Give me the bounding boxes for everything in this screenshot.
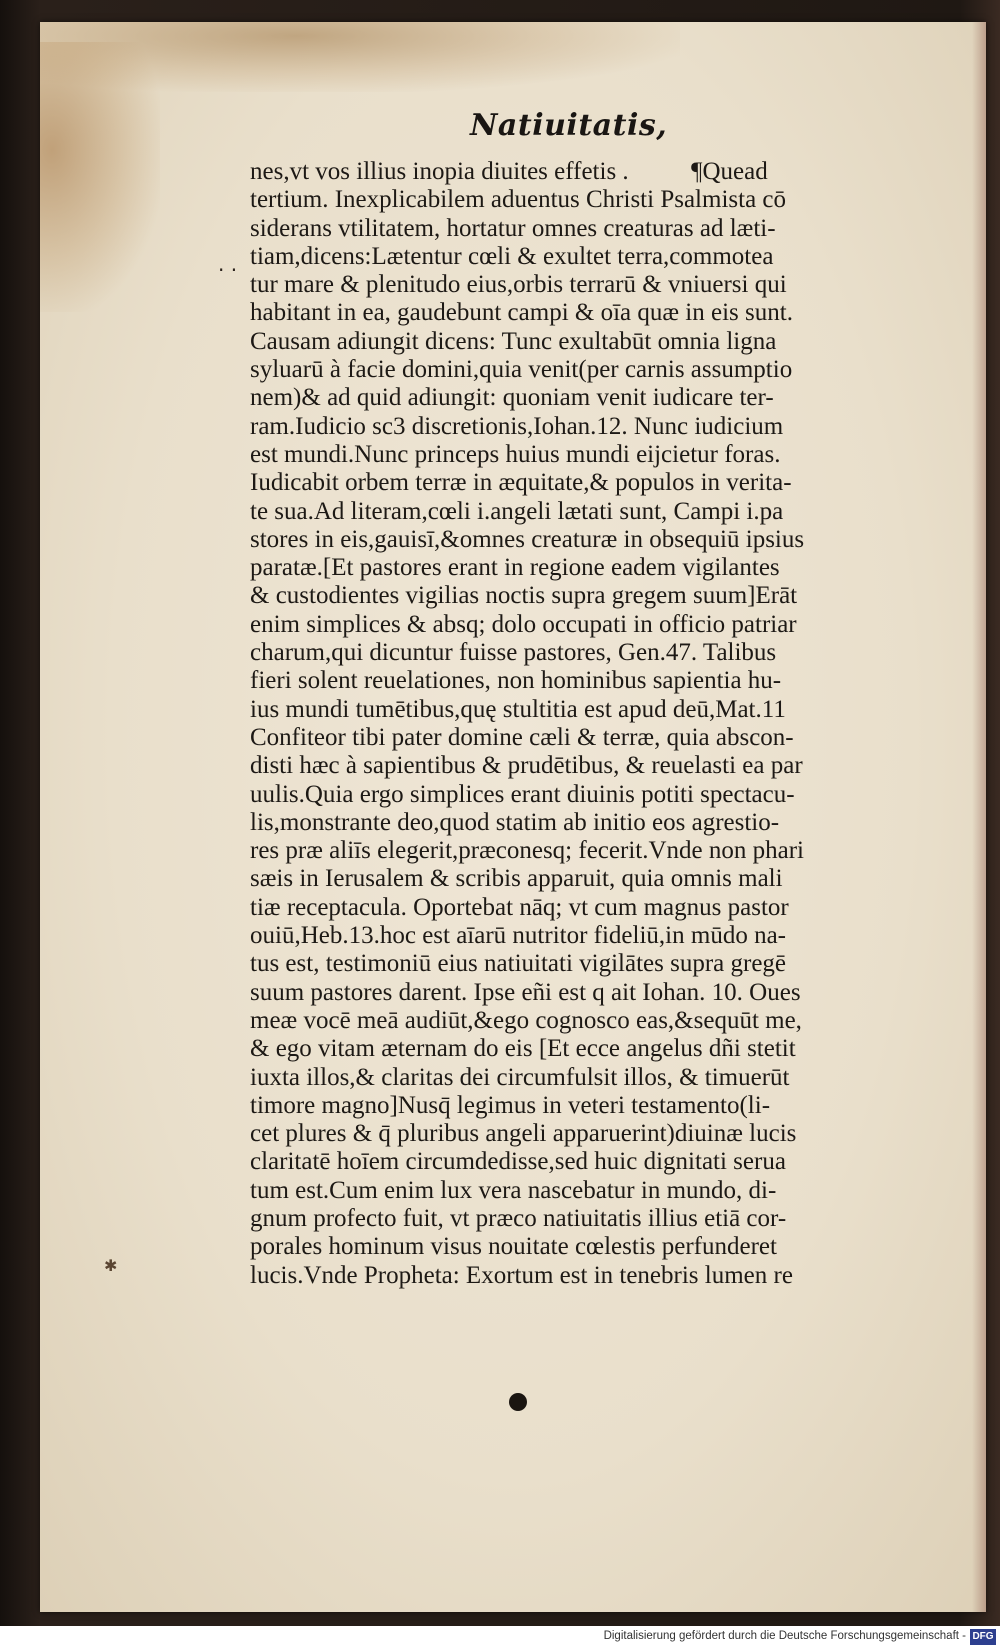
- text-line: tur mare & plenitudo eius,orbis terrarū & vniuersi qui: [250, 271, 787, 299]
- text-line: paratæ.[Et pastores erant in regione eadem vigilantes: [250, 554, 780, 582]
- body-text: [250, 158, 930, 1290]
- text-line: nes,vt vos illius inopia diuites effetis . ¶Quead: [250, 158, 768, 185]
- text-line: syluarū à facie domini,quia venit(per carnis assumptio: [250, 356, 793, 384]
- text-line: Confiteor tibi pater domine cæli & terræ, quia abscon-: [250, 723, 794, 751]
- running-head: Natiuitatis,: [470, 108, 668, 143]
- text-line: lucis.Vnde Propheta: Exortum est in tenebris lumen re: [250, 1261, 793, 1289]
- ornament-dot: [509, 1393, 527, 1411]
- text-line: tiam,dicens:Lætentur cœli & exultet terra,commotea: [250, 242, 774, 270]
- page-edge-shadow: [972, 22, 986, 1612]
- text-line: uulis.Quia ergo simplices erant diuinis potiti spectacu-: [250, 780, 795, 808]
- text-line: iuxta illos,& claritas dei circumfulsit illos, & timuerūt: [250, 1063, 790, 1091]
- text-line: res præ aliīs elegerit,præconesq; fecerit.Vnde non phari: [250, 837, 804, 865]
- text-line: tertium. Inexplicabilem aduentus Christi Psalmista cō: [250, 186, 787, 214]
- text-line: enim simplices & absq; dolo occupati in officio patriar: [250, 610, 797, 638]
- text-line: & custodientes vigilias noctis supra gregem suum]Erāt: [250, 582, 798, 610]
- text-line: claritatē hoīem circumdedisse,sed huic dignitati serua: [250, 1148, 786, 1176]
- text-line: habitant in ea, gaudebunt campi & oīa quæ in eis sunt.: [250, 299, 793, 327]
- text-line: siderans vtilitatem, hortatur omnes creaturas ad læti-: [250, 214, 776, 242]
- text-line: ouiū,Heb.13.hoc est aīarū nutritor fideliū,in mūdo na-: [250, 922, 786, 950]
- text-line: est mundi.Nunc princeps huius mundi eijcietur foras.: [250, 440, 781, 468]
- text-line: sæis in Ierusalem & scribis apparuit, quia omnis mali: [250, 865, 783, 893]
- margin-mark: ✱: [104, 1256, 118, 1275]
- text-line: te sua.Ad literam,cœli i.angeli lætati sunt, Campi i.pa: [250, 497, 784, 525]
- text-line: Iudicabit orbem terræ in æquitate,& populos in verita-: [250, 469, 792, 497]
- text-line: timore magno]Nusq̄ legimus in veteri testamento(li-: [250, 1091, 771, 1119]
- text-line: tiæ receptacula. Oportebat nāq; vt cum magnus pastor: [250, 893, 789, 921]
- text-line: Causam adiungit dicens: Tunc exultabūt omnia ligna: [250, 327, 777, 355]
- text-line: lis,monstrante deo,quod statim ab initio eos agrestio-: [250, 808, 780, 836]
- text-line: ius mundi tumētibus,quę stultitia est apud deū,Mat.11: [250, 695, 786, 723]
- dfg-logo: DFG: [970, 1629, 996, 1645]
- text-line: stores in eis,gauisī,&omnes creaturæ in obsequiū ipsius: [250, 525, 805, 553]
- water-stain-left: [40, 42, 160, 312]
- text-line: nem)& ad quid adiungit: quoniam venit iudicare ter-: [250, 384, 774, 412]
- text-line: & ego vitam æternam do eis [Et ecce angelus dñi stetit: [250, 1035, 796, 1063]
- text-line: gnum profecto fuit, vt præco natiuitatis illius etiā cor-: [250, 1204, 787, 1232]
- text-line: fieri solent reuelationes, non hominibus sapientia hu-: [250, 667, 782, 695]
- text-line: cet plures & q̄ pluribus angeli apparuerint)diuinæ lucis: [250, 1120, 797, 1148]
- text-line: meæ vocē meā audiūt,&ego cognosco eas,&sequūt me,: [250, 1006, 802, 1034]
- text-line: ram.Iudicio sc3 discretionis,Iohan.12. Nunc iudicium: [250, 412, 784, 440]
- text-line: porales hominum visus nouitate cœlestis perfunderet: [250, 1233, 777, 1261]
- text-line: suum pastores darent. Ipse eñi est q ait Iohan. 10. Oues: [250, 978, 801, 1006]
- text-line: tum est.Cum enim lux vera nascebatur in mundo, di-: [250, 1176, 777, 1204]
- text-line: charum,qui dicuntur fuisse pastores, Gen.47. Talibus: [250, 639, 777, 667]
- margin-dots: · ·: [218, 258, 238, 282]
- text-line: disti hæc à sapientibus & prudētibus, & reuelasti ea par: [250, 752, 803, 780]
- footer-credit: Digitalisierung gefördert durch die Deutsche Forschungsgemeinschaft -: [603, 1630, 966, 1642]
- text-line: tus est, testimoniū eius natiuitati vigilātes supra gregē: [250, 950, 787, 978]
